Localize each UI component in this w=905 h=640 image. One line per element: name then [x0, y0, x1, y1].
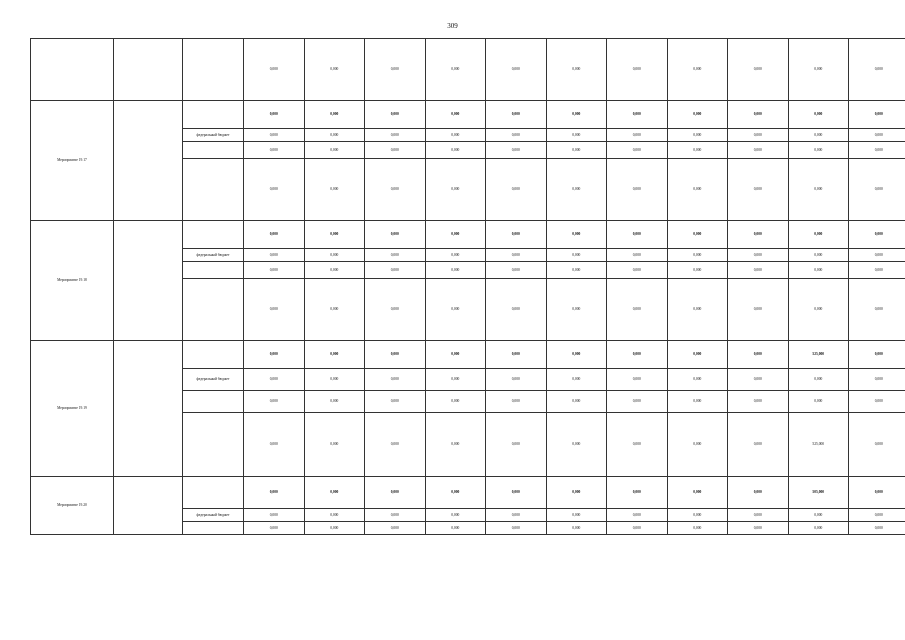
amount-cell: 0,000 [546, 129, 607, 142]
amount-cell: 0,000 [788, 142, 849, 159]
amount-cell: 0,000 [244, 341, 305, 369]
amount-cell: 0,000 [244, 221, 305, 249]
amount-cell: 0,000 [425, 522, 486, 535]
amount-cell: 0,000 [425, 101, 486, 129]
amount-cell: 0,000 [667, 477, 728, 509]
amount-cell: 0,000 [365, 341, 426, 369]
amount-cell: 0,000 [546, 142, 607, 159]
funding-source: федеральный бюджет [183, 249, 244, 262]
amount-cell: 0,000 [546, 341, 607, 369]
funding-source [183, 262, 244, 279]
amount-cell: 0,000 [728, 477, 789, 509]
amount-cell: 0,000 [486, 142, 547, 159]
amount-cell: 0,000 [849, 262, 905, 279]
amount-cell: 0,000 [607, 221, 668, 249]
amount-cell: 0,000 [304, 142, 365, 159]
amount-cell: 0,000 [486, 391, 547, 413]
amount-cell: 0,000 [849, 391, 905, 413]
amount-cell: 0,000 [667, 249, 728, 262]
amount-cell: 0,000 [546, 279, 607, 341]
amount-cell: 0,000 [788, 221, 849, 249]
amount-cell: 0,000 [607, 522, 668, 535]
amount-cell: 0,000 [546, 221, 607, 249]
amount-cell: 0,000 [244, 249, 305, 262]
amount-cell: 0,000 [365, 369, 426, 391]
amount-cell: 0,000 [788, 159, 849, 221]
amount-cell: 0,000 [244, 509, 305, 522]
amount-cell: 0,000 [849, 413, 905, 477]
amount-cell: 0,000 [244, 101, 305, 129]
amount-cell: 0,000 [486, 129, 547, 142]
amount-cell: 0,000 [425, 221, 486, 249]
amount-cell: 0,000 [728, 39, 789, 101]
amount-cell: 0,000 [425, 369, 486, 391]
amount-cell: 0,000 [667, 522, 728, 535]
amount-cell: 0,000 [788, 129, 849, 142]
amount-cell: 0,000 [425, 262, 486, 279]
funding-source [183, 101, 244, 129]
amount-cell: 0,000 [849, 369, 905, 391]
amount-cell: 0,000 [304, 369, 365, 391]
amount-cell: 0,000 [244, 159, 305, 221]
amount-cell: 0,000 [728, 413, 789, 477]
table-row [31, 221, 905, 249]
amount-cell: 0,000 [667, 39, 728, 101]
amount-cell: 0,000 [244, 39, 305, 101]
amount-cell: 0,000 [607, 129, 668, 142]
responsible-executor [114, 221, 183, 341]
amount-cell: 0,000 [728, 522, 789, 535]
table-row [31, 341, 905, 369]
amount-cell: 0,000 [486, 101, 547, 129]
amount-cell: 0,000 [304, 249, 365, 262]
table-row [31, 39, 905, 101]
amount-cell: 0,000 [486, 159, 547, 221]
amount-cell: 0,000 [244, 262, 305, 279]
amount-cell: 0,000 [546, 101, 607, 129]
amount-cell: 0,000 [607, 413, 668, 477]
amount-cell: 0,000 [486, 279, 547, 341]
amount-cell: 0,000 [244, 391, 305, 413]
amount-cell: 0,000 [788, 522, 849, 535]
funding-source [183, 413, 244, 477]
measure-description: Мероприятие 19.17 [31, 101, 114, 221]
amount-cell: 0,000 [667, 413, 728, 477]
amount-cell: 0,000 [244, 129, 305, 142]
funding-source [183, 341, 244, 369]
amount-cell: 0,000 [365, 477, 426, 509]
amount-cell: 0,000 [304, 477, 365, 509]
amount-cell: 525,000 [788, 341, 849, 369]
amount-cell: 0,000 [607, 159, 668, 221]
amount-cell: 0,000 [728, 249, 789, 262]
amount-cell: 0,000 [546, 509, 607, 522]
amount-cell: 0,000 [607, 39, 668, 101]
amount-cell: 0,000 [486, 262, 547, 279]
amount-cell: 0,000 [849, 249, 905, 262]
amount-cell: 0,000 [607, 249, 668, 262]
amount-cell: 0,000 [546, 391, 607, 413]
amount-cell: 0,000 [667, 509, 728, 522]
amount-cell: 0,000 [365, 129, 426, 142]
amount-cell: 0,000 [667, 262, 728, 279]
funding-source [183, 279, 244, 341]
amount-cell: 0,000 [728, 101, 789, 129]
amount-cell: 0,000 [849, 509, 905, 522]
amount-cell: 0,000 [486, 39, 547, 101]
amount-cell: 0,000 [365, 221, 426, 249]
amount-cell: 0,000 [667, 391, 728, 413]
funding-source: федеральный бюджет [183, 129, 244, 142]
amount-cell: 0,000 [304, 391, 365, 413]
amount-cell: 0,000 [244, 369, 305, 391]
measure-description [31, 39, 114, 101]
measure-description: Мероприятие 19.20 [31, 477, 114, 535]
funding-source [183, 159, 244, 221]
amount-cell: 0,000 [304, 279, 365, 341]
amount-cell: 0,000 [304, 341, 365, 369]
amount-cell: 0,000 [849, 221, 905, 249]
responsible-executor [114, 341, 183, 477]
amount-cell: 0,000 [365, 159, 426, 221]
amount-cell: 0,000 [486, 249, 547, 262]
table-row [31, 101, 905, 129]
amount-cell: 0,000 [486, 341, 547, 369]
amount-cell: 0,000 [365, 39, 426, 101]
responsible-executor [114, 477, 183, 535]
amount-cell: 0,000 [849, 101, 905, 129]
amount-cell: 0,000 [667, 129, 728, 142]
amount-cell: 0,000 [849, 477, 905, 509]
amount-cell: 0,000 [425, 159, 486, 221]
amount-cell: 0,000 [849, 279, 905, 341]
amount-cell: 0,000 [849, 129, 905, 142]
amount-cell: 0,000 [486, 509, 547, 522]
amount-cell: 0,000 [788, 391, 849, 413]
amount-cell: 0,000 [667, 279, 728, 341]
amount-cell: 0,000 [607, 341, 668, 369]
measure-description: Мероприятие 19.18 [31, 221, 114, 341]
amount-cell: 0,000 [365, 142, 426, 159]
amount-cell: 0,000 [304, 262, 365, 279]
amount-cell: 0,000 [244, 279, 305, 341]
amount-cell: 0,000 [425, 39, 486, 101]
amount-cell: 0,000 [425, 129, 486, 142]
amount-cell: 0,000 [244, 142, 305, 159]
funding-source [183, 142, 244, 159]
amount-cell: 0,000 [365, 262, 426, 279]
amount-cell: 0,000 [304, 522, 365, 535]
amount-cell: 0,000 [667, 341, 728, 369]
amount-cell: 0,000 [788, 509, 849, 522]
amount-cell: 0,000 [486, 221, 547, 249]
page-number: 309 [447, 22, 458, 30]
funding-source [183, 221, 244, 249]
amount-cell: 0,000 [486, 413, 547, 477]
amount-cell: 0,000 [304, 129, 365, 142]
amount-cell: 0,000 [728, 159, 789, 221]
amount-cell: 0,000 [546, 39, 607, 101]
amount-cell: 0,000 [788, 39, 849, 101]
amount-cell: 0,000 [425, 477, 486, 509]
amount-cell: 0,000 [425, 341, 486, 369]
amount-cell: 0,000 [304, 101, 365, 129]
amount-cell: 0,000 [667, 142, 728, 159]
responsible-executor [114, 101, 183, 221]
amount-cell: 0,000 [607, 262, 668, 279]
amount-cell: 0,000 [788, 369, 849, 391]
amount-cell: 0,000 [607, 391, 668, 413]
amount-cell: 0,000 [546, 159, 607, 221]
amount-cell: 0,000 [728, 341, 789, 369]
amount-cell: 0,000 [304, 413, 365, 477]
amount-cell: 0,000 [486, 369, 547, 391]
amount-cell: 505,000 [788, 477, 849, 509]
amount-cell: 0,000 [728, 509, 789, 522]
amount-cell: 0,000 [607, 477, 668, 509]
amount-cell: 0,000 [486, 477, 547, 509]
funding-source [183, 522, 244, 535]
amount-cell: 0,000 [365, 279, 426, 341]
funding-source: федеральный бюджет [183, 369, 244, 391]
amount-cell: 0,000 [425, 413, 486, 477]
amount-cell: 0,000 [546, 249, 607, 262]
amount-cell: 0,000 [365, 413, 426, 477]
amount-cell: 0,000 [244, 522, 305, 535]
amount-cell: 0,000 [546, 369, 607, 391]
amount-cell: 0,000 [546, 413, 607, 477]
amount-cell: 0,000 [425, 249, 486, 262]
amount-cell: 0,000 [667, 221, 728, 249]
amount-cell: 0,000 [304, 39, 365, 101]
table-row [31, 477, 905, 509]
amount-cell: 0,000 [849, 142, 905, 159]
amount-cell: 0,000 [365, 101, 426, 129]
funding-source [183, 391, 244, 413]
amount-cell: 0,000 [546, 262, 607, 279]
amount-cell: 0,000 [728, 369, 789, 391]
amount-cell: 0,000 [244, 477, 305, 509]
amount-cell: 0,000 [607, 369, 668, 391]
amount-cell: 0,000 [728, 142, 789, 159]
amount-cell: 0,000 [546, 522, 607, 535]
amount-cell: 0,000 [728, 129, 789, 142]
amount-cell: 0,000 [365, 509, 426, 522]
amount-cell: 0,000 [849, 159, 905, 221]
measure-description: Мероприятие 19.19 [31, 341, 114, 477]
amount-cell: 0,000 [244, 413, 305, 477]
amount-cell: 0,000 [788, 262, 849, 279]
amount-cell: 0,000 [667, 101, 728, 129]
funding-source [183, 39, 244, 101]
amount-cell: 0,000 [304, 159, 365, 221]
amount-cell: 525,000 [788, 413, 849, 477]
amount-cell: 0,000 [849, 522, 905, 535]
amount-cell: 0,000 [425, 142, 486, 159]
amount-cell: 0,000 [486, 522, 547, 535]
amount-cell: 0,000 [607, 509, 668, 522]
amount-cell: 0,000 [607, 279, 668, 341]
amount-cell: 0,000 [667, 159, 728, 221]
amount-cell: 0,000 [788, 279, 849, 341]
funding-source [183, 477, 244, 509]
amount-cell: 0,000 [546, 477, 607, 509]
amount-cell: 0,000 [607, 142, 668, 159]
amount-cell: 0,000 [728, 391, 789, 413]
funding-source: федеральный бюджет [183, 509, 244, 522]
amount-cell: 0,000 [365, 249, 426, 262]
amount-cell: 0,000 [425, 279, 486, 341]
amount-cell: 0,000 [425, 391, 486, 413]
amount-cell: 0,000 [365, 391, 426, 413]
amount-cell: 0,000 [607, 101, 668, 129]
amount-cell: 0,000 [425, 509, 486, 522]
amount-cell: 0,000 [304, 221, 365, 249]
amount-cell: 0,000 [788, 249, 849, 262]
responsible-executor [114, 39, 183, 101]
amount-cell: 0,000 [849, 341, 905, 369]
amount-cell: 0,000 [788, 101, 849, 129]
amount-cell: 0,000 [728, 221, 789, 249]
amount-cell: 0,000 [728, 279, 789, 341]
budget-table [30, 38, 905, 535]
amount-cell: 0,000 [849, 39, 905, 101]
amount-cell: 0,000 [667, 369, 728, 391]
amount-cell: 0,000 [365, 522, 426, 535]
amount-cell: 0,000 [304, 509, 365, 522]
amount-cell: 0,000 [728, 262, 789, 279]
